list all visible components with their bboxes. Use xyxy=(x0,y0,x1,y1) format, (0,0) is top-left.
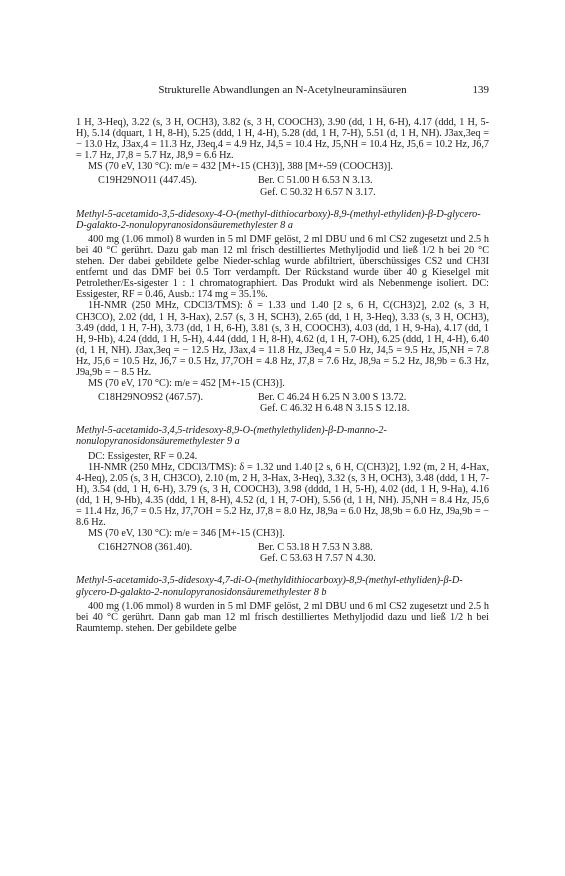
ms-line: MS (70 eV, 170 °C): m/e = 452 [M+-15 (CH3)]. xyxy=(88,378,285,390)
ms-line: MS (70 eV, 130 °C): m/e = 432 [M+-15 (CH3)], 388 [M+-59 (COOCH3)]. xyxy=(88,161,393,173)
elemental-analysis xyxy=(218,392,409,414)
molecular-formula: C18H29NO9S2 (467.57). xyxy=(98,392,203,404)
analysis-calculated: Ber. C 51.00 H 6.53 N 3.13. xyxy=(258,175,373,187)
analysis-block xyxy=(76,392,489,414)
nmr-continuation: 1 H, 3-Heq), 3.22 (s, 3 H, OCH3), 3.82 (s, 3 H, COOCH3), 3.90 (dd, 1 H, 6-H), 4.17 (ddd, 1 H, 5-H), 5.14 (dquart, 1 H, 8-H), 5.25 (ddd, 1 H, 4-H), 5.28 (dd, 1 H, 7-H), 5.51 (d, 1 H, NH). J3ax,3eq = − 13.0 Hz, J3ax,4 = 11.3 Hz, J3eq,4 = 4.9 Hz, J4,5 = 10.4 Hz, J5,NH = 10.4 Hz, J5,6 = 10.2 Hz, J6,7 = 1.7 Hz, J7,8 = 5.7 Hz, J8,9 = 6.6 Hz. xyxy=(76,117,489,162)
elemental-analysis xyxy=(218,542,376,564)
analysis-calculated: Ber. C 46.24 H 6.25 N 3.00 S 13.72. xyxy=(258,392,407,404)
analysis-block xyxy=(76,542,489,564)
running-header xyxy=(76,84,489,98)
analysis-block xyxy=(76,175,489,197)
procedure-paragraph: 400 mg (1.06 mmol) 8 wurden in 5 ml DMF gelöst, 2 ml DBU und 6 ml CS2 zugesetzt und 2.5 h bei 40 °C gerührt. Dann gab man 12 ml frisch destilliertes Methyljodid dazu und ließ 1/2 h bei Raumtemp. stehen. Der gebildete gelbe xyxy=(76,600,489,634)
molecular-formula: C16H27NO8 (361.40). xyxy=(98,542,193,554)
ms-line: MS (70 eV, 130 °C): m/e = 346 [M+-15 (CH3)]. xyxy=(88,528,285,540)
compound-heading: Methyl-5-acetamido-3,4,5-tridesoxy-8,9-O-(methylethyliden)-β-D-manno-2-nonulopyranosidonsäuremethylester 9 a xyxy=(76,425,387,448)
analysis-calculated: Ber. C 53.18 H 7.53 N 3.88. xyxy=(258,542,373,554)
page-number: 139 xyxy=(472,84,489,96)
analysis-found: Gef. C 46.32 H 6.48 N 3.15 S 12.18. xyxy=(260,403,410,415)
body-text xyxy=(76,117,489,634)
nmr-paragraph: 1H-NMR (250 MHz, CDCl3/TMS): δ = 1.32 und 1.40 [2 s, 6 H, C(CH3)2], 1.92 (m, 2 H, 4-Hax, 4-Heq), 2.05 (s, 3 H, CH3CO), 2.10 (m, 2 H, 3-Hax, 3-Heq), 3.32 (s, 3 H, OCH3), 3.48 (ddd, 1 H, 7-H), 3.54 (dd, 1 H, 6-H), 3.79 (s, 3 H, COOCH3), 3.98 (dddd, 1 H, 5-H), 4.02 (dd, 1 H, 9-Ha), 4.16 (dd, 1 H, 9-Hb), 4.35 (ddd, 1 H, 8-H), 4.52 (d, 1 H, 7-OH), 5.56 (d, 1 H, NH). J5,NH = 8.4 Hz, J5,6 = 11.4 Hz, J6,7 = 0.5 Hz, J7,7OH = 5.2 Hz, J7,8 = 8.0 Hz, J8,9a = 6.0 Hz, J8,9b = 6.0 Hz, J9a,9b = − 8.6 Hz. xyxy=(76,461,489,529)
analysis-found: Gef. C 50.32 H 6.57 N 3.17. xyxy=(260,186,376,198)
molecular-formula: C19H29NO11 (447.45). xyxy=(98,175,197,187)
analysis-found: Gef. C 53.63 H 7.57 N 4.30. xyxy=(260,553,376,565)
procedure-paragraph: 400 mg (1.06 mmol) 8 wurden in 5 ml DMF gelöst, 2 ml DBU und 6 ml CS2 zugesetzt und 2.5 h bei 40 °C gerührt. Dazu gab man 12 ml frisch destilliertes Methyljodid und ließ 1/2 h bei 20 °C stehen. Der dabei gebildete gelbe Nieder-schlag wurde abfiltriert, überschüssiges CS2 und CH3I entfernt und das DMF bei 0.5 Torr verdampft. Der Rückstand wurde über 40 g Kieselgel mit Petrolether/Es-sigester 1 : 1 chromatographiert. Das Produkt wird als Nebenmenge isoliert. DC: Essigester, RF = 0.46, Ausb.: 174 mg = 35.1%. xyxy=(76,233,489,301)
compound-heading: Methyl-5-acetamido-3,5-didesoxy-4-O-(methyl-dithiocarboxy)-8,9-(methyl-ethyliden)-β-D-glycero-D-galakto-2-nonulopyranosidonsäuremethylester 8 a xyxy=(76,208,481,231)
elemental-analysis xyxy=(218,175,376,197)
tlc-line: DC: Essigester, RF = 0.24. xyxy=(88,450,198,462)
compound-heading: Methyl-5-acetamido-3,5-didesoxy-4,7-di-O-(methyldithiocarboxy)-8,9-(methyl-ethyliden)-β-D-glycero-D-galakto-2-nonulopyranosidonsäuremethylester 8 b xyxy=(76,575,463,598)
running-title: Strukturelle Abwandlungen an N-Acetylneuraminsäuren xyxy=(158,84,407,96)
nmr-paragraph: 1H-NMR (250 MHz, CDCl3/TMS): δ = 1.33 und 1.40 [2 s, 6 H, C(CH3)2], 2.02 (s, 3 H, CH3CO), 2.02 (dd, 1 H, 3-Hax), 2.57 (s, 3 H, SCH3), 2.65 (dd, 1 H, 3-Heq), 3.33 (s, 3 H, OCH3), 3.49 (ddd, 1 H, 7-H), 3.73 (dd, 1 H, 6-H), 3.81 (s, 3 H, COOCH3), 4.03 (dd, 1 H, 9-Ha), 4.17 (dd, 1 H, 9-Hb), 4.24 (ddd, 1 H, 5-H), 4.44 (ddd, 1 H, 8-H), 4.62 (d, 1 H, 7-OH), 6.25 (ddd, 1 H, 4-H), 6.40 (d, 1 H, NH). J3ax,3eq = − 12.5 Hz, J3ax,4 = 11.8 Hz, J3eq,4 = 5.0 Hz, J4,5 = 9.5 Hz, J5,NH = 7.8 Hz, J5,6 = 10.5 Hz, J6,7 = 0.5 Hz, J7,7OH = 4.8 Hz, J7,8 = 7.6 Hz, J8,9a = 5.2 Hz, J8,9b = 6.3 Hz, J9a,9b = − 8.5 Hz. xyxy=(76,300,489,378)
